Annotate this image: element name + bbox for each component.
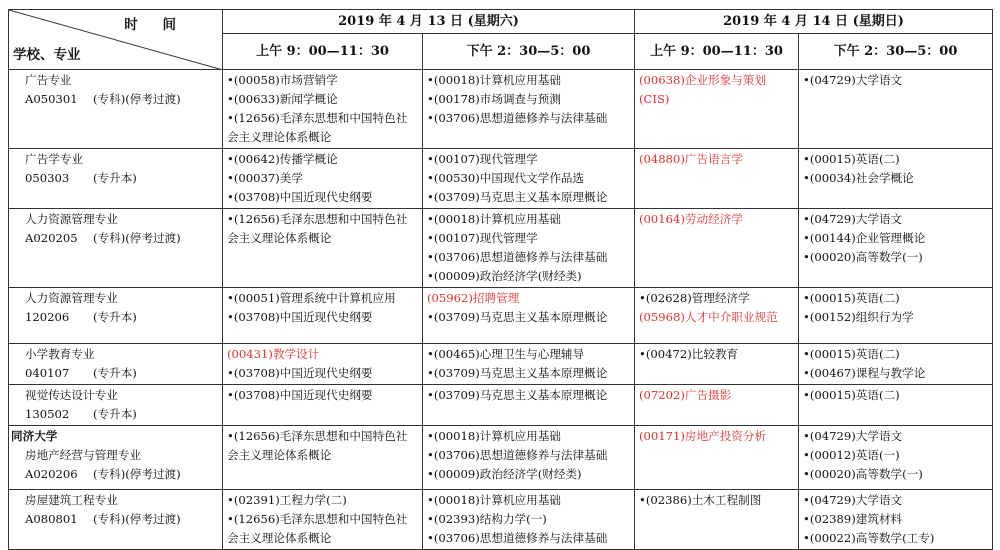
day1-header: 2019 年 4 月 13 日 (星期六) xyxy=(223,10,635,34)
program-type: (专科)(停考过渡) xyxy=(93,467,181,481)
course-item: •(03709)马克思主义基本原理概论 xyxy=(427,388,608,402)
course-item: •(00015)英语(二) xyxy=(803,347,900,361)
day2-pm-cell xyxy=(799,70,993,149)
course-item: •(00107)现代管理学 xyxy=(427,231,538,245)
program-name: 广告学专业 xyxy=(25,152,83,166)
course-item: •(00152)组织行为学 xyxy=(803,310,914,324)
exam-schedule-table xyxy=(8,9,993,550)
day1-am-cell xyxy=(223,426,423,490)
course-item-highlighted: (00431)教学设计 xyxy=(227,347,320,361)
course-item: •(02393)结构力学(一) xyxy=(427,512,547,526)
course-item: •(04729)大学语文 xyxy=(803,429,903,443)
day1-am-cell xyxy=(223,209,423,288)
day2-pm-cell xyxy=(799,209,993,288)
day2-am-header: 上午 9：00—11：30 xyxy=(635,34,799,70)
day2-header: 2019 年 4 月 14 日 (星期日) xyxy=(635,10,993,34)
day1-am-cell xyxy=(223,70,423,149)
course-item: •(00530)中国现代文学作品选 xyxy=(427,171,585,185)
course-item: •(00022)高等数学(工专) xyxy=(803,531,935,545)
program-code-line xyxy=(25,90,218,109)
program-name: 人力资源管理专业 xyxy=(25,212,118,226)
program-cell xyxy=(9,149,223,209)
table-row xyxy=(9,426,993,490)
day2-am-cell xyxy=(635,344,799,385)
course-item: •(00012)英语(一) xyxy=(803,448,900,462)
program-cell xyxy=(9,344,223,385)
course-item: •(00009)政治经济学(财经类) xyxy=(427,467,582,481)
day1-pm-cell xyxy=(423,288,635,344)
day2-pm-cell xyxy=(799,490,993,550)
day1-pm-cell xyxy=(423,149,635,209)
day1-pm-cell xyxy=(423,209,635,288)
program-name: 房地产经营与管理专业 xyxy=(25,448,141,462)
day1-am-cell xyxy=(223,288,423,344)
day2-pm-cell xyxy=(799,288,993,344)
table-row xyxy=(9,490,993,550)
day1-pm-cell xyxy=(423,385,635,426)
day2-pm-cell xyxy=(799,149,993,209)
day2-am-cell xyxy=(635,490,799,550)
course-item: •(00018)计算机应用基础 xyxy=(427,493,561,507)
program-code: 120206 xyxy=(25,310,70,324)
course-item: •(12656)毛泽东思想和中国特色社会主义理论体系概论 xyxy=(227,512,408,545)
program-code: A050301 xyxy=(25,92,78,106)
program-code: 050303 xyxy=(25,171,70,185)
program-code-line xyxy=(25,465,218,484)
course-item: •(00051)管理系统中计算机应用 xyxy=(227,291,396,305)
program-name: 人力资源管理专业 xyxy=(25,291,118,305)
course-item: •(00018)计算机应用基础 xyxy=(427,73,561,87)
day1-pm-cell xyxy=(423,344,635,385)
day2-am-cell xyxy=(635,70,799,149)
program-cell xyxy=(9,288,223,344)
course-item: •(03708)中国近现代史纲要 xyxy=(227,366,373,380)
course-item-highlighted: (00164)劳动经济学 xyxy=(639,212,743,226)
course-item: •(03708)中国近现代史纲要 xyxy=(227,190,373,204)
day1-am-cell xyxy=(223,149,423,209)
table-row xyxy=(9,149,993,209)
program-code-line xyxy=(25,405,218,424)
course-item: •(00015)英语(二) xyxy=(803,152,900,166)
program-name: 房屋建筑工程专业 xyxy=(25,493,118,507)
program-cell xyxy=(9,70,223,149)
day2-am-cell xyxy=(635,385,799,426)
program-code-line xyxy=(25,229,218,248)
program-name: 广告专业 xyxy=(25,73,72,87)
course-item: •(00037)美学 xyxy=(227,171,303,185)
day1-pm-cell xyxy=(423,490,635,550)
course-item: •(00642)传播学概论 xyxy=(227,152,338,166)
table-row xyxy=(9,344,993,385)
course-item: •(00107)现代管理学 xyxy=(427,152,538,166)
program-code-line xyxy=(25,308,218,327)
course-item: •(00058)市场营销学 xyxy=(227,73,338,87)
table-row xyxy=(9,70,993,149)
course-item: •(00633)新闻学概论 xyxy=(227,92,338,106)
course-item: •(04729)大学语文 xyxy=(803,493,903,507)
program-cell xyxy=(9,385,223,426)
course-item: •(02389)建筑材料 xyxy=(803,512,903,526)
program-type: (专科)(停考过渡) xyxy=(93,231,181,245)
course-item: •(00015)英语(二) xyxy=(803,291,900,305)
program-code: A080801 xyxy=(25,512,78,526)
day2-am-cell xyxy=(635,149,799,209)
day1-am-cell xyxy=(223,490,423,550)
header-corner-cell xyxy=(9,10,223,70)
course-item-highlighted: (00638)企业形象与策划(CIS) xyxy=(639,73,767,106)
course-item: •(00009)政治经济学(财经类) xyxy=(427,269,582,283)
program-code: A020206 xyxy=(25,467,78,481)
program-type: (专升本) xyxy=(93,407,137,421)
course-item: •(03709)马克思主义基本原理概论 xyxy=(427,190,608,204)
program-type: (专科)(停考过渡) xyxy=(93,92,181,106)
course-item: •(00144)企业管理概论 xyxy=(803,231,926,245)
course-item-highlighted: (00171)房地产投资分析 xyxy=(639,429,767,443)
school-name: 同济大学 xyxy=(11,429,58,443)
program-cell xyxy=(9,426,223,490)
program-code: 130502 xyxy=(25,407,70,421)
course-item: •(03706)思想道德修养与法律基础 xyxy=(427,111,608,125)
day2-pm-cell xyxy=(799,385,993,426)
course-item-highlighted: (05962)招聘管理 xyxy=(427,291,520,305)
program-type: (专升本) xyxy=(93,171,137,185)
day2-pm-header: 下午 2：30—5：00 xyxy=(799,34,993,70)
program-code: 040107 xyxy=(25,366,70,380)
course-item-highlighted: (07202)广告摄影 xyxy=(639,388,732,402)
course-item: •(04729)大学语文 xyxy=(803,73,903,87)
course-item: •(00018)计算机应用基础 xyxy=(427,212,561,226)
course-item: •(02386)土木工程制图 xyxy=(639,493,762,507)
course-item: •(02628)管理经济学 xyxy=(639,291,750,305)
program-code-line xyxy=(25,364,218,383)
day2-am-cell xyxy=(635,288,799,344)
course-item: •(00465)心理卫生与心理辅导 xyxy=(427,347,585,361)
day1-pm-cell xyxy=(423,426,635,490)
course-item: •(04729)大学语文 xyxy=(803,212,903,226)
school-major-label: 学校、专业 xyxy=(13,47,81,63)
day2-pm-cell xyxy=(799,426,993,490)
course-item: •(03708)中国近现代史纲要 xyxy=(227,388,373,402)
day1-pm-header: 下午 2：30—5：00 xyxy=(423,34,635,70)
program-type: (专升本) xyxy=(93,366,137,380)
course-item-highlighted: (04880)广告语言学 xyxy=(639,152,743,166)
course-item: •(03709)马克思主义基本原理概论 xyxy=(427,310,608,324)
program-code-line xyxy=(25,169,218,188)
program-name: 小学教育专业 xyxy=(25,347,95,361)
table-row xyxy=(9,209,993,288)
course-item: •(00467)课程与教学论 xyxy=(803,366,926,380)
course-item: •(12656)毛泽东思想和中国特色社会主义理论体系概论 xyxy=(227,111,408,144)
course-item: •(03708)中国近现代史纲要 xyxy=(227,310,373,324)
course-item: •(03706)思想道德修养与法律基础 xyxy=(427,250,608,264)
day2-am-cell xyxy=(635,209,799,288)
day2-am-cell xyxy=(635,426,799,490)
course-item: •(03709)马克思主义基本原理概论 xyxy=(427,366,608,380)
course-item: •(00020)高等数学(一) xyxy=(803,250,923,264)
program-type: (专科)(停考过渡) xyxy=(93,512,181,526)
course-item: •(12656)毛泽东思想和中国特色社会主义理论体系概论 xyxy=(227,429,408,462)
course-item: •(00015)英语(二) xyxy=(803,388,900,402)
course-item: •(00472)比较教育 xyxy=(639,347,739,361)
program-name: 视觉传达设计专业 xyxy=(25,388,118,402)
course-item: •(00178)市场调查与预测 xyxy=(427,92,561,106)
program-type: (专升本) xyxy=(93,310,137,324)
day2-pm-cell xyxy=(799,344,993,385)
program-cell xyxy=(9,209,223,288)
day1-am-header: 上午 9：00—11：30 xyxy=(223,34,423,70)
time-label: 时 间 xyxy=(124,17,186,33)
course-item: •(00034)社会学概论 xyxy=(803,171,914,185)
table-row xyxy=(9,385,993,426)
course-item: •(00020)高等数学(一) xyxy=(803,467,923,481)
course-item: •(00018)计算机应用基础 xyxy=(427,429,561,443)
day1-am-cell xyxy=(223,344,423,385)
program-code-line xyxy=(25,510,218,529)
program-cell xyxy=(9,490,223,550)
day1-pm-cell xyxy=(423,70,635,149)
course-item: •(02391)工程力学(二) xyxy=(227,493,347,507)
table-row xyxy=(9,288,993,344)
course-item-highlighted: (05968)人才中介职业规范 xyxy=(639,310,778,324)
program-code: A020205 xyxy=(25,231,78,245)
course-item: •(12656)毛泽东思想和中国特色社会主义理论体系概论 xyxy=(227,212,408,245)
course-item: •(03706)思想道德修养与法律基础 xyxy=(427,448,608,462)
day1-am-cell xyxy=(223,385,423,426)
course-item: •(03706)思想道德修养与法律基础 xyxy=(427,531,608,545)
